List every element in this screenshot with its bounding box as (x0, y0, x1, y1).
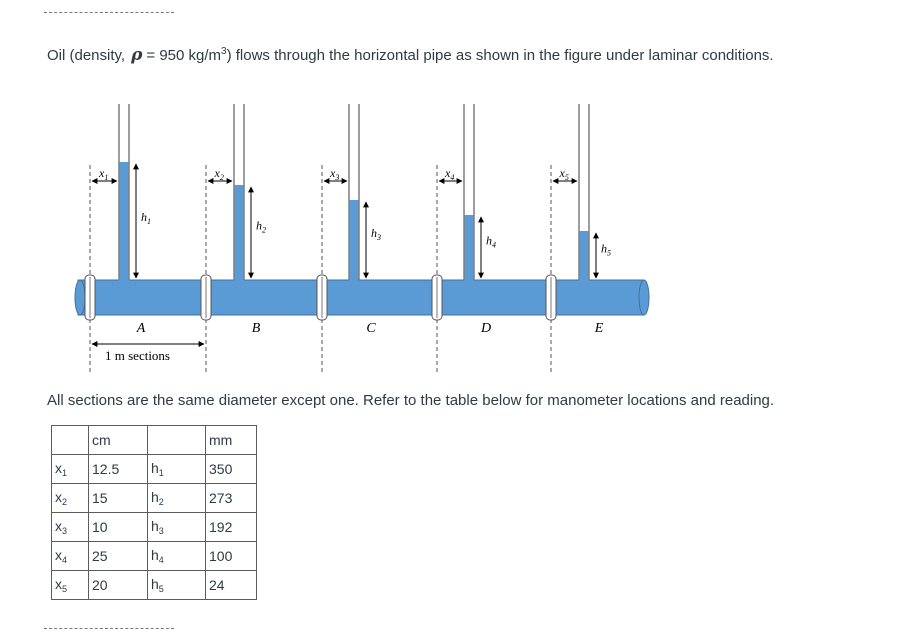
section-letter-label: D (480, 321, 492, 336)
section-letter-label: A (136, 321, 146, 336)
cell-text: 192 (209, 519, 233, 535)
cell-text: 20 (92, 577, 108, 593)
density-symbol: ρ (131, 45, 143, 65)
cell-subscript: 3 (62, 526, 68, 536)
x-value-cell (89, 484, 148, 513)
h-subscript: 4 (492, 240, 496, 250)
table-row (52, 513, 257, 542)
dimension-caption: 1 m sections (105, 348, 170, 363)
h-subscript: 1 (147, 217, 151, 226)
cell-text: x (55, 576, 62, 592)
h-subscript: 5 (607, 248, 611, 258)
x-value-cell (89, 542, 148, 571)
pipe-inlet-end (75, 280, 85, 315)
h-label: $h_1$ (141, 210, 151, 226)
cell-subscript: 4 (158, 555, 164, 565)
cell-text: x (55, 547, 62, 563)
manometer-fluid-column (119, 162, 129, 282)
section-letter-label: B (251, 321, 261, 336)
cell-text: 350 (209, 461, 233, 477)
header-cell-mm: mm (206, 426, 257, 455)
h-symbol-cell (148, 484, 206, 513)
x-value-cell (89, 455, 148, 484)
x-symbol-cell (52, 484, 89, 513)
cell-text: x (55, 518, 62, 534)
table-row (52, 542, 257, 571)
manometer-table (51, 425, 257, 600)
cell-text: x (55, 460, 62, 476)
x-label: $x_2$ (214, 166, 224, 182)
cell-text: 10 (92, 519, 108, 535)
cell-text: h (151, 518, 159, 534)
h-value-cell (206, 484, 257, 513)
cell-text: x (55, 489, 62, 505)
cell-text: h (151, 489, 159, 505)
h-value-cell (206, 571, 257, 600)
manometer-fluid-column (464, 215, 474, 282)
x-label: $x_1$ (99, 166, 109, 182)
cell-text: 15 (92, 490, 108, 506)
table-row (52, 484, 257, 513)
diameter-note: All sections are the same diameter except one. Refer to the table below for manometer locations and reading. (47, 392, 775, 409)
h-label: $h_4$ (486, 233, 496, 250)
h-value-cell (206, 542, 257, 571)
h-symbol-cell (148, 513, 206, 542)
pipe-outlet-end (639, 280, 649, 315)
manometer-fluid-column (234, 185, 244, 282)
cell-text: 25 (92, 548, 108, 564)
cell-subscript: 5 (158, 584, 164, 594)
pipe-body (78, 280, 644, 315)
density-exponent: 3 (221, 46, 227, 57)
x-symbol-cell (52, 513, 89, 542)
cell-subscript: 4 (62, 555, 68, 565)
cell-subscript: 2 (62, 497, 68, 507)
h-subscript: 2 (262, 225, 266, 235)
x-value-cell (89, 571, 148, 600)
cell-text: h (151, 460, 159, 476)
x-symbol-cell (52, 542, 89, 571)
section-letter-label: E (594, 321, 604, 336)
x-label: $x_5$ (559, 166, 569, 182)
statement-pre: Oil (density, (47, 47, 126, 64)
x-symbol-cell (52, 571, 89, 600)
x-symbol-cell (52, 455, 89, 484)
density-value: = 950 kg/m (146, 47, 222, 64)
h-value-cell (206, 513, 257, 542)
x-subscript: 2 (219, 173, 224, 182)
table-header-row (52, 426, 257, 455)
x-subscript: 3 (335, 173, 340, 182)
manometer-fluid-column (579, 231, 589, 282)
manometer-fluid-column (349, 200, 359, 282)
x-label: $x_4$ (445, 166, 455, 182)
x-subscript: 1 (104, 173, 109, 182)
x-label: $x_3$ (330, 166, 340, 182)
x-subscript: 5 (564, 173, 569, 182)
statement-post: ) flows through the horizontal pipe as shown in the figure under laminar conditions. (226, 47, 774, 64)
figure-drawing (75, 104, 649, 372)
header-cell-cm: cm (89, 426, 148, 455)
cell-text: 12.5 (92, 461, 120, 477)
cell-text: 100 (209, 548, 233, 564)
x-value-cell (89, 513, 148, 542)
cell-subscript: 3 (158, 526, 164, 536)
section-letter-label: C (366, 321, 376, 336)
bottom-separator (44, 628, 174, 629)
h-symbol-cell (148, 455, 206, 484)
cell-text: 24 (209, 577, 225, 593)
h-label: $h_3$ (371, 226, 381, 242)
h-symbol-cell (148, 542, 206, 571)
cell-text: 273 (209, 490, 233, 506)
h-label: $h_2$ (256, 218, 266, 235)
header-cell-blank (148, 426, 206, 455)
h-value-cell (206, 455, 257, 484)
table-row (52, 571, 257, 600)
h-symbol-cell (148, 571, 206, 600)
x-subscript: 4 (450, 173, 455, 182)
cell-text: h (151, 547, 159, 563)
cell-subscript: 1 (158, 468, 164, 478)
header-cell-blank (52, 426, 89, 455)
table-row (52, 455, 257, 484)
cell-subscript: 5 (62, 584, 68, 594)
cell-subscript: 1 (62, 468, 68, 478)
h-label: $h_5$ (601, 241, 611, 258)
cell-subscript: 2 (158, 497, 164, 507)
cell-text: h (151, 576, 159, 592)
h-subscript: 3 (377, 233, 381, 242)
